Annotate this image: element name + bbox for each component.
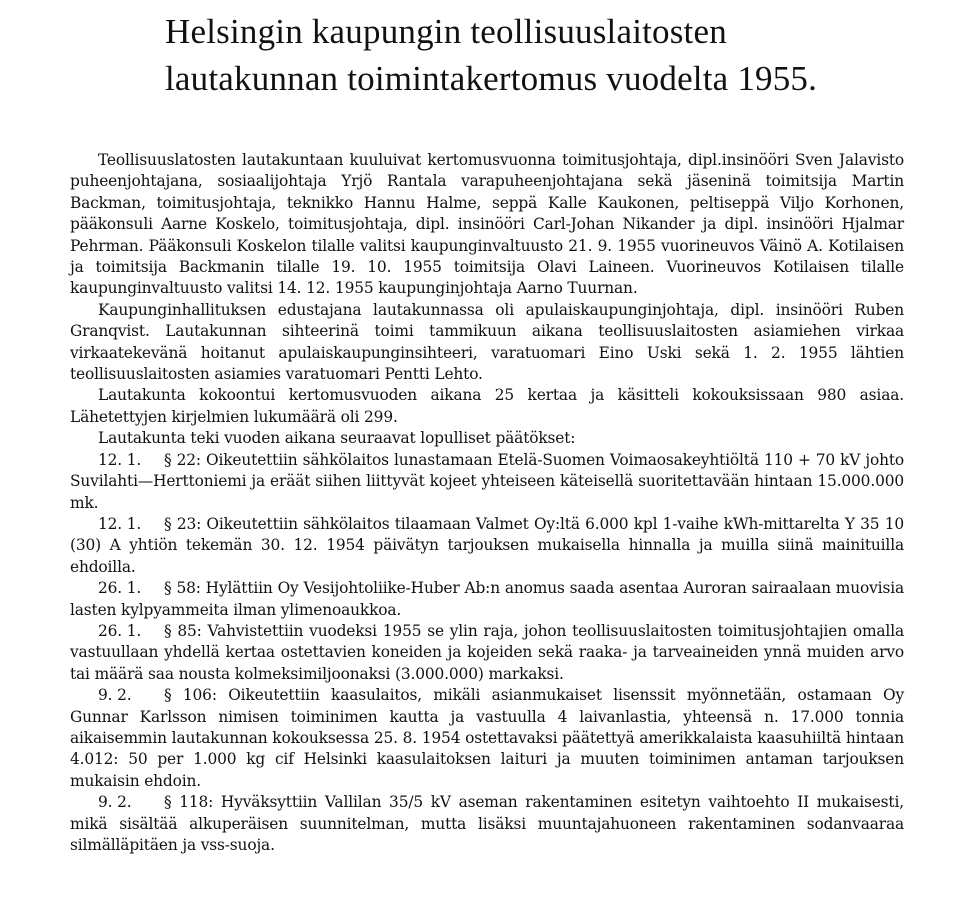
decision-date: 26. 1. bbox=[98, 579, 142, 598]
decision-date: 9. 2. bbox=[98, 686, 132, 705]
decision-item bbox=[70, 792, 904, 856]
decision-date: 12. 1. bbox=[98, 450, 142, 469]
decision-date: 26. 1. bbox=[98, 621, 142, 640]
paragraph-secretary: Kaupunginhallituksen edustajana lautakunnassa oli apulaiskaupunginjohtaja, dipl. insinööri Ruben Granqvist. Lautakunnan sihteerinä toimi tammikuun aikana teollisuuslaitosten asiamiehen virkaa virkaatekevänä hoitanut apulaiskaupunginsihteeri, varatuomari Eino Uski sekä 1. 2. 1955 lähtien teollisuuslaitosten asiamies varatuomari Pentti Lehto. bbox=[70, 300, 904, 384]
decision-text: § 118: Hyväksyttiin Vallilan 35/5 kV aseman rakentaminen esitetyn vaihtoehto II mukaisesti, mikä sisältää alkuperäisen suunnitelman, mutta lisäksi muuntajahuoneen rakentaminen sodanvaaraa silmälläpitäen ja vss-suoja. bbox=[70, 793, 904, 854]
document-page bbox=[70, 0, 904, 856]
document-title bbox=[165, 8, 904, 102]
decision-text: § 22: Oikeutettiin sähkölaitos lunastamaan Etelä-Suomen Voimaosakeyhtiöltä 110 + 70 kV johto Suvilahti—Herttoniemi ja eräät siihen liittyvät kojeet yhteiseen käteisellä suoritettavään hintaan 15.000.000 mk. bbox=[70, 450, 904, 512]
paragraph-members: Teollisuuslatosten lautakuntaan kuuluivat kertomusvuonna toimitusjohtaja, dipl.insinööri Sven Jalavisto puheenjohtajana, sosiaalijohtaja Yrjö Rantala varapuheenjohtajana sekä jäseninä toimitsija Martin Backman, toimitusjohtaja, teknikko Hannu Halme, seppä Kalle Kaukonen, peltiseppä Viljo Korhonen, pääkonsuli Aarne Koskelo, toimitusjohtaja, dipl. insinööri Carl-Johan Nikander ja dipl. insinööri Hjalmar Pehrman. Pääkonsuli Koskelon tilalle valitsi kaupunginvaltuusto 21. 9. 1955 vuorineuvos Väinö A. Kotilaisen ja toimitsija Backmanin tilalle 19. 10. 1955 toimitsija Olavi Laineen. Vuorineuvos Kotilaisen tilalle kaupunginvaltuusto valitsi 14. 12. 1955 kaupunginjohtaja Aarno Tuurnan. bbox=[70, 151, 904, 298]
paragraph-decisions-intro: Lautakunta teki vuoden aikana seuraavat lopulliset päätökset: bbox=[98, 429, 576, 448]
decision-item bbox=[70, 514, 904, 578]
decision-text: § 23: Oikeutettiin sähkölaitos tilaamaan Valmet Oy:ltä 6.000 kpl 1-vaihe kWh-mittarelta Y 35 10 (30) A yhtiön tekemän 30. 12. 1954 päivätyn tarjouksen mukaisella hinnalla ja muilla siinä mainituilla ehdoilla. bbox=[70, 514, 904, 576]
decision-date: 9. 2. bbox=[98, 793, 132, 812]
document-body bbox=[70, 150, 904, 856]
decision-text: § 85: Vahvistettiin vuodeksi 1955 se ylin raja, johon teollisuuslaitosten toimitusjohtajien omalla vastuullaan yhdellä kertaa ostettavien koneiden ja kojeiden sekä raaka- ja tarveaineiden ynnä muiden arvo tai määrä saa nousta kolmeksimiljoonaksi (3.000.000) markaksi. bbox=[70, 621, 904, 683]
decision-item bbox=[70, 621, 904, 685]
title-line-2: lautakunnan toimintakertomus vuodelta 1955. bbox=[165, 59, 818, 98]
decision-item bbox=[70, 578, 904, 621]
paragraph-meetings: Lautakunta kokoontui kertomusvuoden aikana 25 kertaa ja käsitteli kokouksissaan 980 asiaa. Lähetettyjen kirjelmien lukumäärä oli 299. bbox=[70, 386, 904, 426]
title-line-1: Helsingin kaupungin teollisuuslaitosten bbox=[165, 12, 727, 51]
decision-item bbox=[70, 685, 904, 792]
decision-text: § 106: Oikeutettiin kaasulaitos, mikäli asianmukaiset lisenssit myönnetään, ostamaan Oy Gunnar Karlsson nimisen toiminimen kautta ja vastuulla 4 laivanlastia, yhteensä n. 17.000 tonnia aikaisemmin lautakunnan kokouksessa 25. 8. 1954 ostettavaksi päätettyä amerikkalaista kaasuhiiltä hintaan 4.012: 50 per 1.000 kg cif Helsinki kaasulaitoksen laituri ja muuten toiminimen antaman tarjouksen mukaisin ehdoin. bbox=[70, 686, 904, 790]
decision-text: § 58: Hylättiin Oy Vesijohtoliike-Huber Ab:n anomus saada asentaa Auroran sairaalaan muovisia lasten kylpyammeita ilman ylimenoaukkoa. bbox=[70, 579, 904, 619]
decision-item bbox=[70, 450, 904, 514]
decision-date: 12. 1. bbox=[98, 514, 142, 533]
